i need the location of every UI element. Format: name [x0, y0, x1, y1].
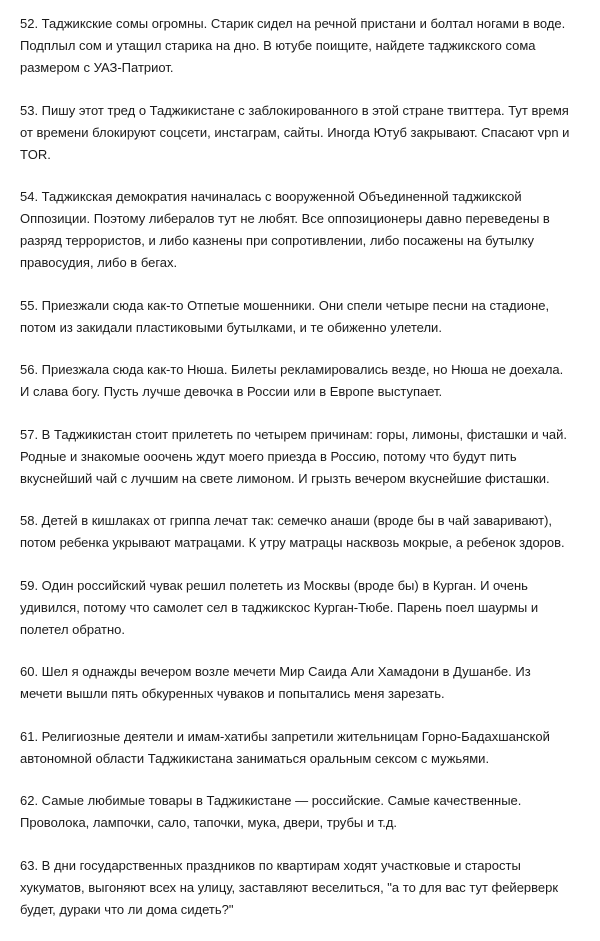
list-item	[20, 855, 595, 921]
list-item	[20, 100, 595, 166]
text-line: 63. В дни государственных праздников по квартирам ходят участковые и старосты	[20, 857, 521, 873]
text-line: 54. Таджикская демократия начиналась с вооруженной Объединенной таджикской	[20, 189, 522, 204]
list-item	[20, 359, 595, 403]
list-item	[20, 510, 595, 554]
article-body	[20, 13, 595, 941]
text-line: Подплыл сом и утащил старика на дно. В ютубе поищите, найдете таджикского сома	[20, 38, 536, 53]
list-item	[20, 575, 595, 641]
list-item	[20, 295, 595, 339]
text-line: удивился, потому что самолет сел в таджикскос Курган-Тюбе. Парень поел шаурмы и	[20, 599, 539, 615]
text-line: 62. Самые любимые товары в Таджикистане — российские. Самые качественные.	[20, 793, 522, 808]
text-line: TOR.	[20, 146, 51, 162]
text-line: 53. Пишу этот тред о Таджикистане с заблокированного в этой стране твиттера. Тут время	[20, 102, 569, 118]
text-line: вкуснейший чай с лучшим на свете лимоном. И грызть вечером вкуснейшие фисташки.	[20, 470, 550, 486]
text-line: будет, дураки что ли дома сидеть?"	[20, 901, 234, 917]
text-line: 59. Один российский чувак решил полететь из Москвы (вроде бы) в Курган. И очень	[20, 577, 528, 593]
text-line: потом ребенка укрывают матрацами. К утру матрацы насквозь мокрые, а ребенок здоров.	[20, 535, 565, 550]
text-line: 61. Религиозные деятели и имам-хатибы запретили жительницам Горно-Бадахшанской	[20, 728, 550, 744]
list-item	[20, 424, 595, 490]
list-item	[20, 790, 595, 834]
text-line: 58. Детей в кишлаках от гриппа лечат так: семечко анаши (вроде бы в чай заваривают),	[20, 513, 553, 528]
list-item	[20, 13, 595, 79]
text-line: 52. Таджикские сомы огромны. Старик сидел на речной пристани и болтал ногами в воде.	[20, 16, 566, 31]
text-line: И слава богу. Пусть лучше девочка в России или в Европе выступает.	[20, 384, 443, 399]
text-line: Проволока, лампочки, сало, тапочки, мука, двери, трубы и т.д.	[20, 815, 398, 830]
text-line: Оппозиции. Поэтому либералов тут не любят. Все оппозиционеры давно переведены в	[20, 211, 550, 226]
text-line: 60. Шел я однажды вечером возле мечети Мир Саида Али Хамадони в Душанбе. Из	[20, 664, 531, 679]
text-line: потом из закидали пластиковыми бутылками, и те обиженно улетели.	[20, 319, 442, 335]
text-line: от времени блокируют соцсети, инстаграм, сайты. Иногда Ютуб закрывают. Спасают vpn и	[20, 124, 570, 140]
text-line: 55. Приезжали сюда как-то Отпетые мошенники. Они спели четыре песни на стадионе,	[20, 297, 550, 313]
text-line: разряд террористов, и либо казнены при сопротивлении, либо посажены на бутылку	[20, 233, 534, 248]
list-item	[20, 186, 595, 274]
text-line: 56. Приезжала сюда как-то Нюша. Билеты рекламировались везде, но Нюша не доехала.	[20, 362, 564, 377]
text-line: мечети вышли пять обкуренных чуваков и попытались меня зарезать.	[20, 686, 445, 701]
text-line: 57. В Таджикистан стоит прилететь по четырем причинам: горы, лимоны, фисташки и чай.	[20, 426, 567, 442]
text-line: автономной области Таджикистана заниматься оральным сексом с мужьями.	[20, 750, 490, 766]
list-item	[20, 726, 595, 770]
text-line: хукуматов, выгоняют всех на улицу, заставляют веселиться, "а то для вас тут фейерверк	[20, 879, 559, 895]
text-line: Родные и знакомые ооочень ждут моего приезда в Россию, потому что будут пить	[20, 448, 517, 464]
text-line: правосудия, либо в бегах.	[20, 255, 178, 270]
text-line: полетел обратно.	[20, 621, 125, 637]
list-item	[20, 661, 595, 705]
text-line: размером с УАЗ-Патриот.	[20, 60, 174, 75]
